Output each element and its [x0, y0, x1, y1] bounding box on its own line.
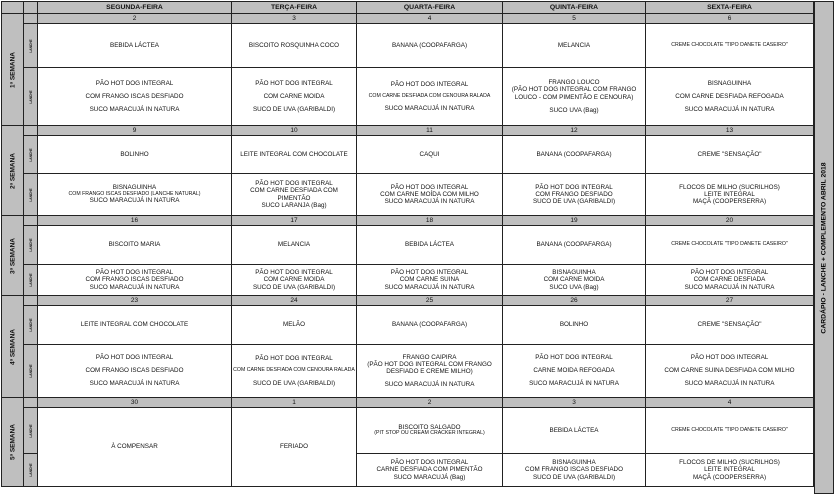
snack-cell: [232, 24, 357, 68]
snack-cell: [646, 306, 814, 345]
lunch-cell: [503, 454, 646, 487]
menu-item-line: (PIT STOP OU CREAM CRACKER INTEGRAL): [374, 430, 485, 437]
menu-item-line: BOLINHO: [559, 321, 589, 329]
header-corner: [24, 2, 38, 14]
date-cell: 6: [646, 14, 814, 24]
snack-cell: [232, 306, 357, 345]
menu-item-line: SUCO UVA (Bag): [549, 283, 599, 291]
week-date-row: [2, 296, 814, 306]
merged-day-cell: [232, 408, 357, 487]
lunch-cell: [38, 345, 232, 398]
snack-cell: [38, 306, 232, 345]
lunch-cell: [503, 174, 646, 216]
menu-item-line: SUCO MARACUJÁ (Bag): [393, 473, 466, 481]
meal-label-cell: [24, 68, 38, 126]
header-corner: [2, 2, 24, 14]
meal-label: LANCHE: [28, 38, 33, 53]
menu-item-line: MELÃO: [282, 321, 306, 329]
menu-item-line: MELANCIA: [557, 41, 591, 49]
snack-cell: [232, 136, 357, 174]
menu-item-line: SUCO MARACUJÁ IN NATURA: [384, 381, 475, 389]
lunch-row: [2, 265, 814, 296]
date-cell: 23: [38, 296, 232, 306]
menu-item-line: (PÃO HOT DOG INTEGRAL COM FRANGO: [511, 86, 637, 94]
menu-table: [1, 1, 814, 487]
meal-label: LANCHE: [28, 364, 33, 378]
date-cell: 26: [503, 296, 646, 306]
menu-item-line: BISNAGUINHA: [552, 459, 596, 467]
merged-day-note: À COMPENSAR: [111, 443, 158, 451]
lunch-cell: [357, 68, 503, 126]
menu-item-line: COM CARNE DESFIADA REFOGADA: [675, 92, 784, 100]
menu-item-line: PÃO HOT DOG INTEGRAL: [255, 180, 333, 188]
menu-item-line: SUCO LARANJA (Bag): [261, 201, 327, 209]
menu-item-line: COM FRANGO ISCAS DESFIADO: [85, 276, 184, 284]
menu-item-line: COM FRANGO DESFIADO: [535, 190, 613, 198]
lunch-cell: [232, 68, 357, 126]
week-label-cell: [2, 296, 24, 398]
menu-item-line: SUCO DE UVA (GARIBALDI): [252, 283, 336, 291]
snack-cell: [503, 226, 646, 265]
menu-item-line: BEBIDA LÁCTEA: [405, 241, 454, 249]
date-corner-cell: [24, 398, 38, 408]
menu-item-line: SUCO MARACUJÁ IN NATURA: [384, 198, 475, 206]
menu-item-line: SUCO MARACUJÁ IN NATURA: [529, 380, 619, 388]
menu-item-line: CREME CHOCOLATE "TIPO DANETE CASEIRO": [671, 426, 788, 433]
menu-item-line: BISCOITO ROSQUINHA COCO: [248, 41, 340, 49]
lunch-cell: [232, 345, 357, 398]
menu-item-line: BEBIDA LÁCTEA: [110, 41, 159, 49]
menu-item-line: BISNAGUINHA: [552, 269, 596, 277]
date-cell: 24: [232, 296, 357, 306]
lunch-cell: [646, 265, 814, 296]
snack-cell: [357, 306, 503, 345]
lunch-row: [2, 174, 814, 216]
menu-item-line: COM CARNE SUINA DESFIADA COM MILHO: [664, 367, 795, 375]
day-header-tuesday: TERÇA-FEIRA: [232, 2, 357, 14]
lunch-cell: [503, 345, 646, 398]
menu-item-line: SUCO MARACUJÁ IN NATURA: [684, 283, 775, 291]
date-corner-cell: [24, 216, 38, 226]
menu-item-line: PÃO HOT DOG INTEGRAL: [390, 183, 469, 191]
menu-item-line: LEITE INTEGRAL COM CHOCOLATE: [240, 150, 348, 158]
menu-item-line: SUCO MARACUJÁ IN NATURA: [89, 105, 180, 113]
snack-cell: [503, 136, 646, 174]
lunch-cell: [646, 454, 814, 487]
menu-item-line: PÃO HOT DOG INTEGRAL: [690, 354, 769, 362]
date-cell: 5: [503, 14, 646, 24]
meal-label: LANCHE: [28, 423, 33, 438]
menu-item-line: PIMENTÃO: [277, 194, 311, 202]
menu-item-line: PÃO HOT DOG INTEGRAL: [95, 354, 174, 362]
snack-cell: [646, 226, 814, 265]
date-cell: 25: [357, 296, 503, 306]
meal-label-cell: [24, 24, 38, 68]
menu-item-line: MAÇÃ (COOPERSERRA): [692, 198, 767, 206]
menu-item-line: BANANA (COOPAFARGA): [536, 150, 612, 158]
menu-item-line: COM FRANGO ISCAS DESFIADO: [85, 367, 184, 375]
date-cell: 2: [357, 398, 503, 408]
menu-item-line: FRANGO LOUCO: [548, 79, 600, 87]
menu-item-line: COM FRANGO ISCAS DESFIADO: [85, 92, 184, 100]
menu-item-line: BISCOITO MARIA: [108, 241, 161, 249]
snack-cell: [357, 136, 503, 174]
lunch-cell: [232, 265, 357, 296]
snack-cell: [357, 408, 503, 454]
menu-item-line: SUCO DE UVA (GARIBALDI): [532, 473, 616, 481]
meal-label-cell: [24, 136, 38, 174]
menu-item-line: CARNE MOIDA REFOGADA: [533, 367, 615, 375]
menu-item-line: CREME "SENSAÇÃO": [697, 321, 762, 329]
meal-label: LANCHE: [28, 89, 33, 104]
menu-item-line: CREME CHOCOLATE "TIPO DANETE CASEIRO": [671, 241, 788, 248]
snack-row: [2, 306, 814, 345]
meal-label-cell: [24, 306, 38, 345]
lunch-cell: [357, 174, 503, 216]
week-date-row: [2, 216, 814, 226]
menu-item-line: BANANA (COOPAFARGA): [536, 241, 612, 249]
date-cell: 12: [503, 126, 646, 136]
date-cell: 4: [357, 14, 503, 24]
week-date-row: [2, 398, 814, 408]
menu-item-line: BISNAGUINHA: [112, 184, 157, 192]
meal-label-cell: [24, 265, 38, 296]
menu-item-line: SUCO UVA (Bag): [549, 106, 599, 114]
menu-item-line: BANANA (COOPAFARGA): [391, 321, 468, 329]
menu-item-line: COM CARNE MOIDA: [543, 276, 605, 284]
menu-item-line: COM CARNE DESFIADA: [693, 276, 766, 284]
menu-item-line: PÃO HOT DOG INTEGRAL: [535, 354, 613, 362]
menu-item-line: PÃO HOT DOG INTEGRAL: [535, 183, 613, 191]
menu-item-line: FLOCOS DE MILHO (SUCRILHOS): [679, 459, 780, 467]
week-label: 1ª SEMANA: [9, 51, 16, 88]
menu-item-line: (PÃO HOT DOG INTEGRAL COM FRANGO: [367, 360, 492, 368]
menu-item-line: DESFIADO E CREME MILHO): [386, 368, 473, 376]
week-label: 4ª SEMANA: [9, 328, 16, 365]
snack-cell: [38, 226, 232, 265]
menu-item-line: PÃO HOT DOG INTEGRAL: [255, 355, 333, 363]
meal-label: LANCHE: [28, 318, 33, 332]
date-cell: 20: [646, 216, 814, 226]
merged-day-note: FERIADO: [280, 443, 308, 451]
week-date-row: [2, 14, 814, 24]
menu-item-line: SUCO MARACUJÁ IN NATURA: [684, 105, 775, 113]
menu-item-line: PÃO HOT DOG INTEGRAL: [390, 459, 469, 467]
date-cell: 18: [357, 216, 503, 226]
menu-item-line: PÃO HOT DOG INTEGRAL: [390, 269, 469, 277]
menu-item-line: CAQUI: [419, 150, 440, 158]
menu-item-line: SUCO MARACUJÁ IN NATURA: [89, 283, 180, 291]
date-cell: 1: [232, 398, 357, 408]
date-cell: 3: [232, 14, 357, 24]
week-label: 5ª SEMANA: [9, 424, 16, 460]
snack-cell: [38, 24, 232, 68]
date-cell: 9: [38, 126, 232, 136]
date-cell: 3: [503, 398, 646, 408]
snack-cell: [232, 226, 357, 265]
meal-label-cell: [24, 226, 38, 265]
meal-label-cell: [24, 174, 38, 216]
week-label-cell: [2, 216, 24, 296]
menu-item-line: CREME "SENSAÇÃO": [697, 150, 762, 158]
menu-item-line: PÃO HOT DOG INTEGRAL: [95, 269, 174, 277]
snack-row: [2, 226, 814, 265]
week-label: 3ª SEMANA: [9, 237, 16, 274]
lunch-cell: [646, 174, 814, 216]
menu-item-line: SUCO MARACUJÁ IN NATURA: [684, 380, 775, 388]
snack-row: [2, 408, 814, 454]
menu-item-line: SUCO MARACUJÁ IN NATURA: [384, 105, 475, 113]
menu-item-line: SUCO DE UVA (GARIBALDI): [252, 379, 336, 387]
lunch-cell: [357, 265, 503, 296]
menu-item-line: COM CARNE SUINA: [399, 276, 460, 284]
menu-item-line: LEITE INTEGRAL: [704, 190, 755, 198]
meal-label: LANCHE: [28, 273, 33, 287]
snack-cell: [38, 136, 232, 174]
lunch-cell: [503, 68, 646, 126]
menu-item-line: COM CARNE MOIDA: [263, 92, 325, 100]
menu-item-line: SUCO DE UVA (GARIBALDI): [532, 198, 616, 206]
menu-item-line: PÃO HOT DOG INTEGRAL: [255, 79, 333, 87]
menu-item-line: PÃO HOT DOG INTEGRAL: [690, 269, 769, 277]
meal-label: LANCHE: [28, 147, 33, 162]
snack-cell: [357, 24, 503, 68]
week-label-cell: [2, 398, 24, 487]
date-corner-cell: [24, 296, 38, 306]
date-cell: 11: [357, 126, 503, 136]
snack-cell: [503, 24, 646, 68]
week-date-row: [2, 126, 814, 136]
menu-item-line: PÃO HOT DOG INTEGRAL: [255, 269, 333, 277]
menu-item-line: COM CARNE MOÍDA COM MILHO: [380, 190, 479, 198]
lunch-cell: [357, 345, 503, 398]
menu-item-line: MELANCIA: [277, 241, 311, 249]
menu-item-line: BOLINHO: [120, 150, 149, 158]
lunch-cell: [503, 265, 646, 296]
meal-label: LANCHE: [28, 187, 33, 202]
snack-row: [2, 136, 814, 174]
lunch-cell: [38, 265, 232, 296]
menu-item-line: COM FRANGO ISCAS DESFIADO (LANCHE NATURAL): [68, 190, 201, 197]
menu-item-line: SUCO MARACUJÁ IN NATURA: [89, 380, 180, 388]
day-header-row: [2, 2, 814, 14]
date-cell: 17: [232, 216, 357, 226]
date-corner-cell: [24, 14, 38, 24]
date-cell: 10: [232, 126, 357, 136]
snack-cell: [646, 136, 814, 174]
snack-row: [2, 24, 814, 68]
menu-item-line: FLOCOS DE MILHO (SUCRILHOS): [679, 183, 780, 191]
snack-cell: [503, 408, 646, 454]
snack-cell: [646, 24, 814, 68]
lunch-cell: [38, 174, 232, 216]
lunch-cell: [646, 345, 814, 398]
menu-item-line: FRANGO CAIPIRA: [402, 353, 457, 361]
menu-item-line: CARNE DESFIADA COM PIMENTÃO: [376, 466, 483, 474]
date-cell: 27: [646, 296, 814, 306]
menu-item-line: BISNAGUINHA: [707, 79, 752, 87]
lunch-row: [2, 68, 814, 126]
week-label-cell: [2, 14, 24, 126]
lunch-cell: [38, 68, 232, 126]
menu-item-line: MAÇÃ (COOPERSERRA): [692, 473, 767, 481]
day-header-monday: SEGUNDA-FEIRA: [38, 2, 232, 14]
date-cell: 13: [646, 126, 814, 136]
menu-item-line: LEITE INTEGRAL: [704, 466, 755, 474]
date-cell: 4: [646, 398, 814, 408]
lunch-cell: [357, 454, 503, 487]
day-header-wednesday: QUARTA-FEIRA: [357, 2, 503, 14]
snack-cell: [646, 408, 814, 454]
side-title: CARDÁPIO - LANCHE + COMPLEMENTO ABRIL 2018: [820, 161, 828, 334]
lunch-row: [2, 345, 814, 398]
side-title-bar: [814, 1, 834, 494]
day-header-friday: SEXTA-FEIRA: [646, 2, 814, 14]
meal-label-cell: [24, 408, 38, 454]
menu-item-line: SUCO DE UVA (GARIBALDI): [252, 105, 336, 113]
snack-cell: [503, 306, 646, 345]
date-cell: 16: [38, 216, 232, 226]
menu-item-line: COM CARNE DESFIADA COM CENOURA RALADA: [233, 367, 355, 374]
menu-item-line: BEBIDA LÁCTEA: [549, 426, 599, 434]
menu-item-line: COM CARNE DESFIADA COM CENOURA RALADA: [368, 92, 491, 99]
day-header-thursday: QUINTA-FEIRA: [503, 2, 646, 14]
meal-label-cell: [24, 345, 38, 398]
menu-item-line: COM CARNE MOIDA: [263, 276, 325, 284]
menu-item-line: SUCO MARACUJÁ IN NATURA: [89, 197, 180, 205]
menu-item-line: BISCOITO SALGADO: [398, 423, 461, 431]
meal-label: LANCHE: [28, 238, 33, 252]
menu-item-line: LOUCO - COM PIMENTÃO E CENOURA): [514, 93, 634, 101]
date-cell: 2: [38, 14, 232, 24]
lunch-cell: [646, 68, 814, 126]
menu-item-line: SUCO MARACUJÁ IN NATURA: [384, 283, 475, 291]
menu-item-line: CREME CHOCOLATE "TIPO DANETE CASEIRO": [671, 41, 788, 48]
menu-item-line: PÃO HOT DOG INTEGRAL: [95, 79, 174, 87]
menu-item-line: BANANA (COOPAFARGA): [391, 41, 468, 49]
menu-item-line: COM FRANGO ISCAS DESFIADO: [525, 466, 623, 474]
date-cell: 30: [38, 398, 232, 408]
menu-item-line: PÃO HOT DOG INTEGRAL: [390, 80, 469, 88]
lunch-cell: [232, 174, 357, 216]
date-cell: 19: [503, 216, 646, 226]
merged-day-cell: [38, 408, 232, 487]
meal-label: LANCHE: [28, 463, 33, 477]
week-label: 2ª SEMANA: [9, 152, 16, 189]
date-corner-cell: [24, 126, 38, 136]
meal-label-cell: [24, 454, 38, 487]
menu-item-line: LEITE INTEGRAL COM CHOCOLATE: [80, 321, 189, 329]
menu-item-line: COM CARNE DESFIADA COM: [250, 187, 338, 195]
snack-cell: [357, 226, 503, 265]
week-label-cell: [2, 126, 24, 216]
